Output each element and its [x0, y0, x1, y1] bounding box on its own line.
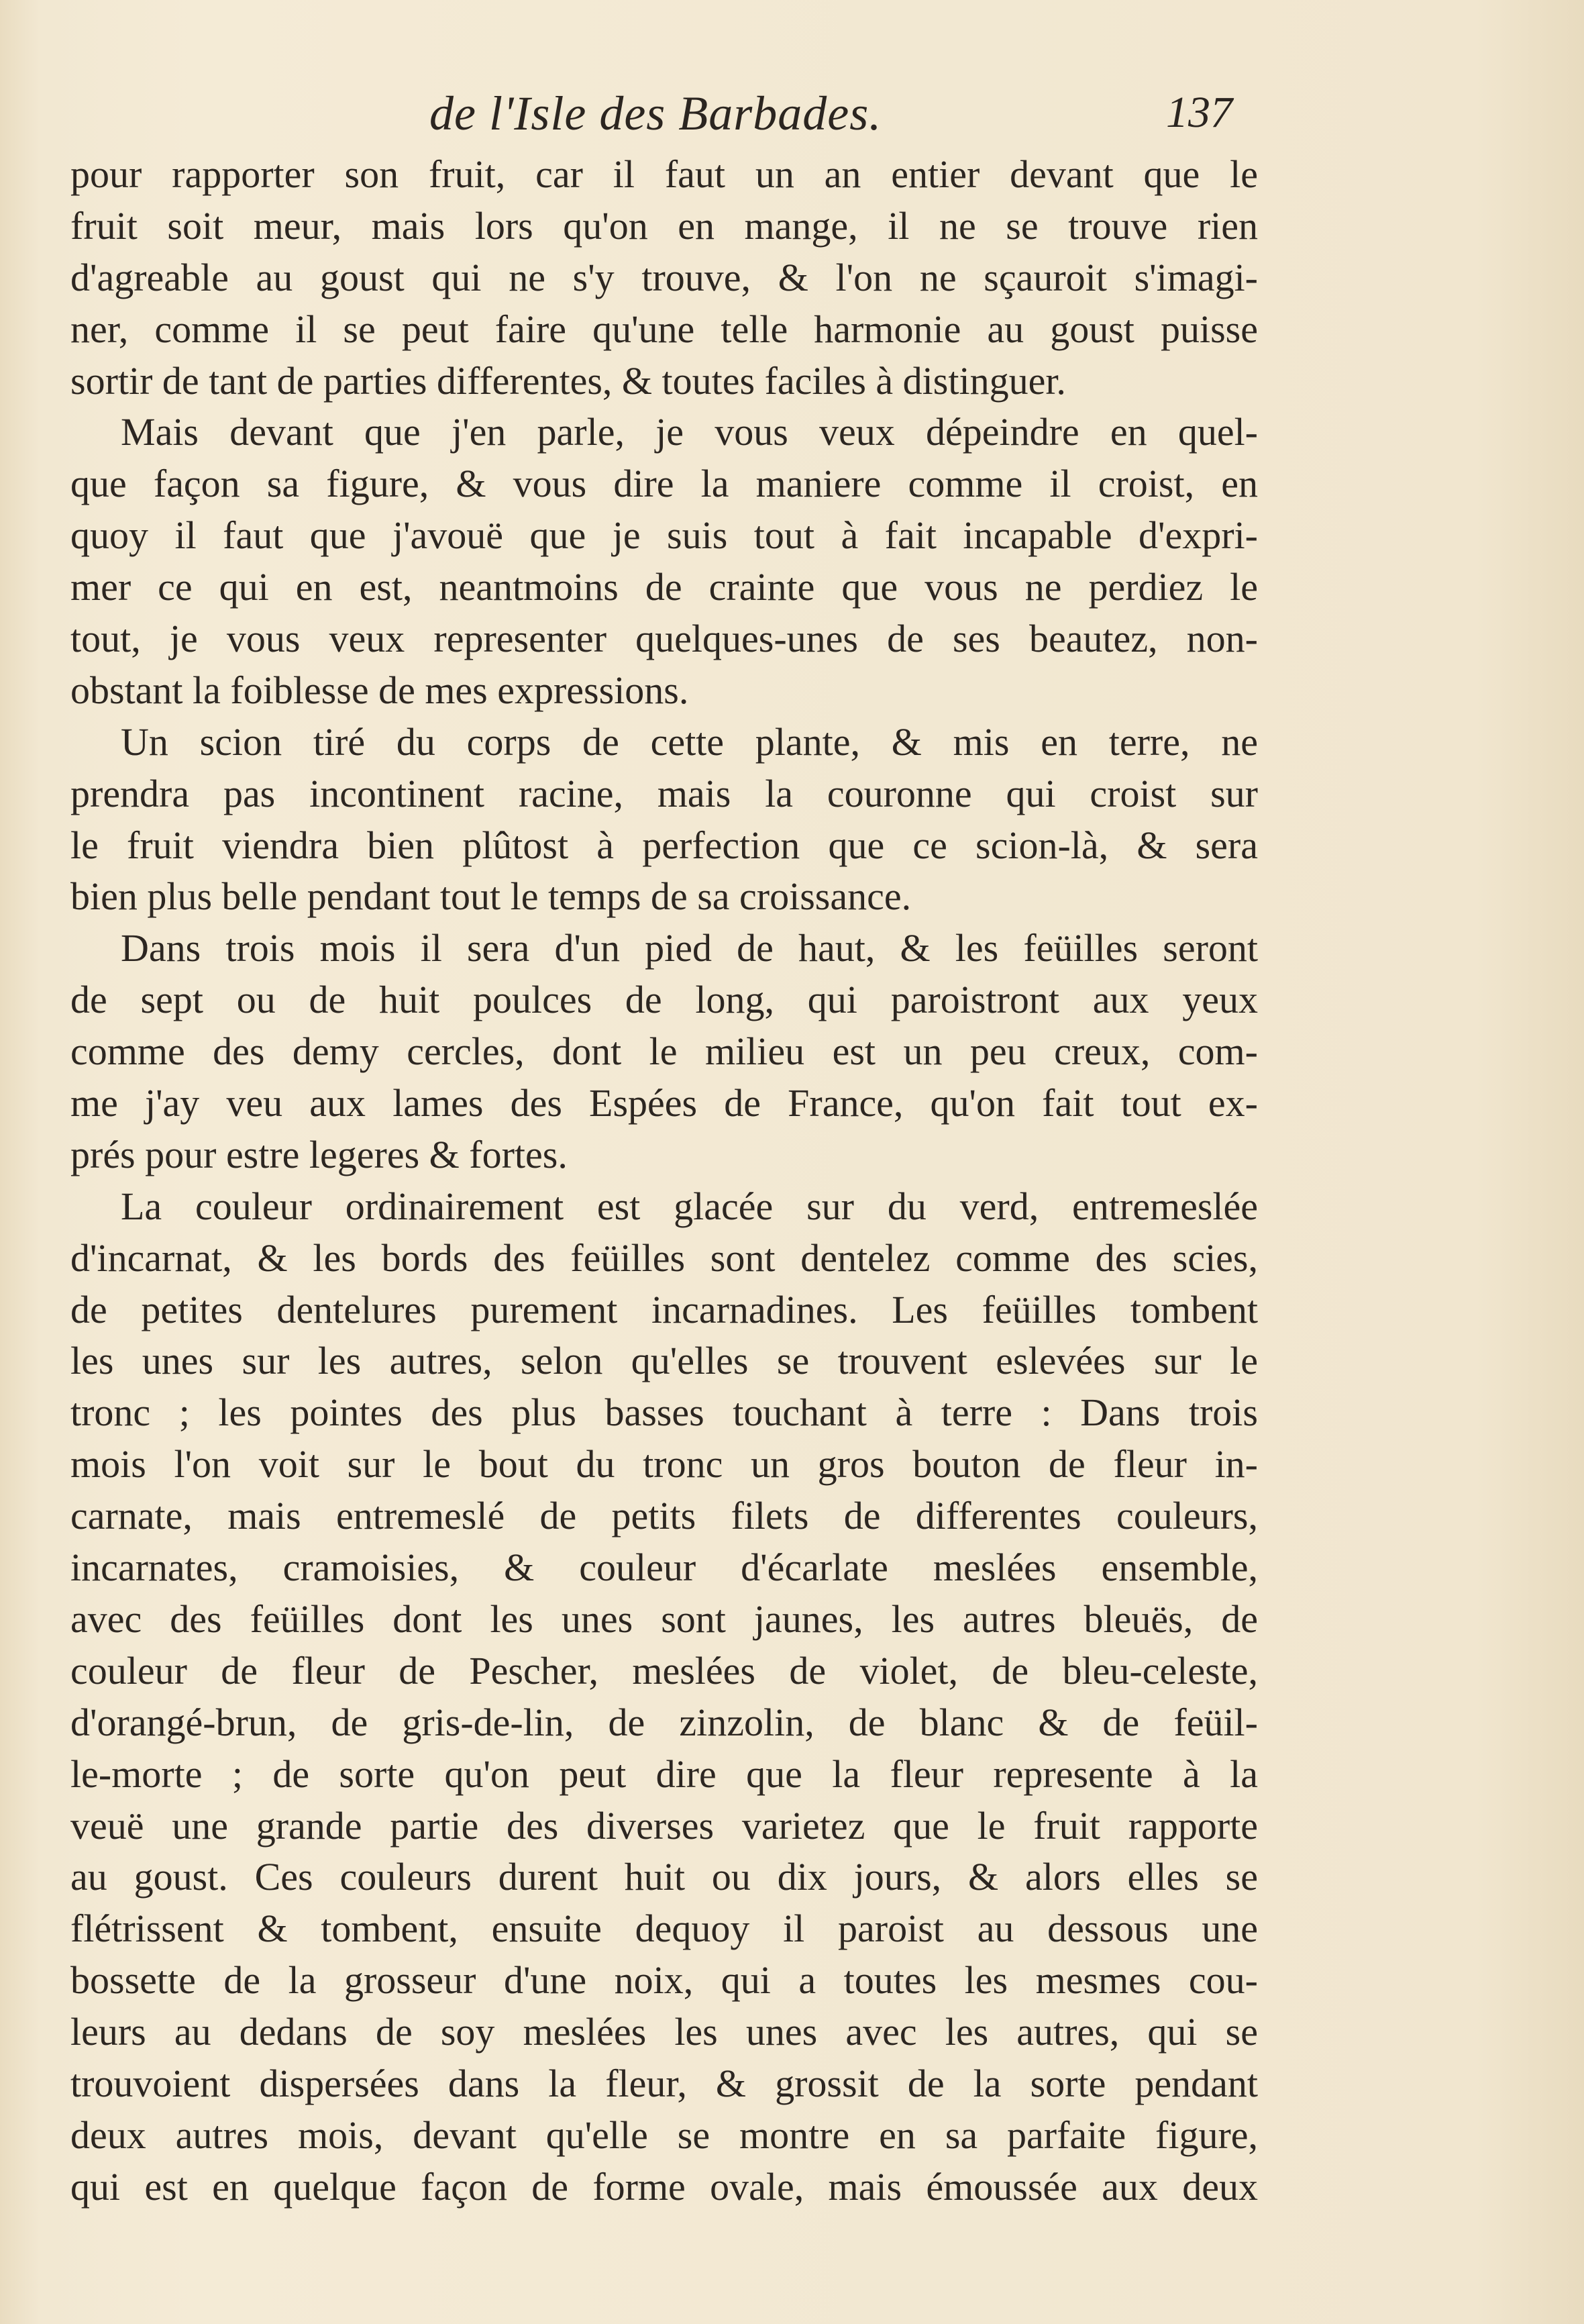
- text-line: comme des demy cercles, dont le milieu est un peu creux, com-: [70, 1029, 1258, 1074]
- text-line: Un scion tiré du corps de cette plante, & mis en terre, ne: [121, 719, 1258, 764]
- text-line: La couleur ordinairement est glacée sur du verd, entremeslée: [121, 1184, 1258, 1228]
- text-line: bossette de la grosseur d'une noix, qui a toutes les mesmes cou-: [70, 1958, 1258, 2003]
- text-line: deux autres mois, devant qu'elle se montre en sa parfaite figure,: [70, 2113, 1258, 2157]
- text-line: leurs au dedans de soy meslées les unes avec les autres, qui se: [70, 2010, 1258, 2054]
- text-line: mois l'on voit sur le bout du tronc un gros bouton de fleur in-: [70, 1442, 1258, 1486]
- text-line: trouvoient dispersées dans la fleur, & grossit de la sorte pendant: [70, 2061, 1258, 2105]
- text-line: incarnates, cramoisies, & couleur d'écarlate meslées ensemble,: [70, 1546, 1258, 1590]
- text-line: qui est en quelque façon de forme ovale, mais émoussée aux deux: [70, 2164, 1258, 2209]
- text-line: prendra pas incontinent racine, mais la couronne qui croist sur: [70, 771, 1258, 815]
- text-line: au goust. Ces couleurs durent huit ou dix jours, & alors elles se: [70, 1855, 1258, 1899]
- text-line: prés pour estre legeres & fortes.: [70, 1132, 568, 1176]
- text-line: les unes sur les autres, selon qu'elles se trouvent eslevées sur le: [70, 1339, 1258, 1383]
- text-line: quoy il faut que j'avouë que je suis tout à fait incapable d'expri-: [70, 513, 1258, 558]
- text-line: me j'ay veu aux lames des Espées de France, qu'on fait tout ex-: [70, 1081, 1258, 1125]
- text-line: avec des feüilles dont les unes sont jaunes, les autres bleuës, de: [70, 1597, 1258, 1641]
- text-line: de sept ou de huit poulces de long, qui paroistront aux yeux: [70, 978, 1258, 1022]
- text-line: couleur de fleur de Pescher, meslées de violet, de bleu-celeste,: [70, 1648, 1258, 1693]
- text-line: veuë une grande partie des diverses varietez que le fruit rapporte: [70, 1803, 1258, 1848]
- text-line: flétrissent & tombent, ensuite dequoy il paroist au dessous une: [70, 1907, 1258, 1951]
- text-line: que façon sa figure, & vous dire la maniere comme il croist, en: [70, 462, 1258, 506]
- text-line: bien plus belle pendant tout le temps de sa croissance.: [70, 874, 912, 919]
- text-line: le-morte ; de sorte qu'on peut dire que la fleur represente à la: [70, 1752, 1258, 1796]
- text-line: mer ce qui en est, neantmoins de crainte que vous ne perdiez le: [70, 565, 1258, 609]
- text-line: pour rapporter son fruit, car il faut un an entier devant que le: [70, 152, 1258, 196]
- text-line: sortir de tant de parties differentes, & toutes faciles à distinguer.: [70, 358, 1066, 403]
- text-line: d'orangé-brun, de gris-de-lin, de zinzolin, de blanc & de feüil-: [70, 1700, 1258, 1744]
- text-line: ner, comme il se peut faire qu'une telle harmonie au goust puisse: [70, 307, 1258, 351]
- text-line: obstant la foiblesse de mes expressions.: [70, 668, 689, 712]
- text-line: de petites dentelures purement incarnadines. Les feüilles tombent: [70, 1287, 1258, 1331]
- text-line: tronc ; les pointes des plus basses touchant à terre : Dans trois: [70, 1391, 1258, 1435]
- text-line: tout, je vous veux representer quelques-unes de ses beautez, non-: [70, 617, 1258, 661]
- text-line: fruit soit meur, mais lors qu'on en mange, il ne se trouve rien: [70, 203, 1258, 248]
- text-line: le fruit viendra bien plûtost à perfection que ce scion-là, & sera: [70, 823, 1258, 867]
- text-line: Dans trois mois il sera d'un pied de haut, & les feüilles seront: [121, 926, 1258, 970]
- text-line: Mais devant que j'en parle, je vous veux dépeindre en quel-: [121, 410, 1258, 454]
- body-text: [70, 149, 1258, 2283]
- running-title: de l'Isle des Barbades.: [429, 87, 882, 140]
- text-line: d'incarnat, & les bords des feüilles sont dentelez comme des scies,: [70, 1235, 1258, 1280]
- page-number: 137: [1166, 88, 1232, 137]
- text-line: carnate, mais entremeslé de petits filets de differentes couleurs,: [70, 1494, 1258, 1538]
- text-line: d'agreable au goust qui ne s'y trouve, & l'on ne sçauroit s'imagi-: [70, 255, 1258, 299]
